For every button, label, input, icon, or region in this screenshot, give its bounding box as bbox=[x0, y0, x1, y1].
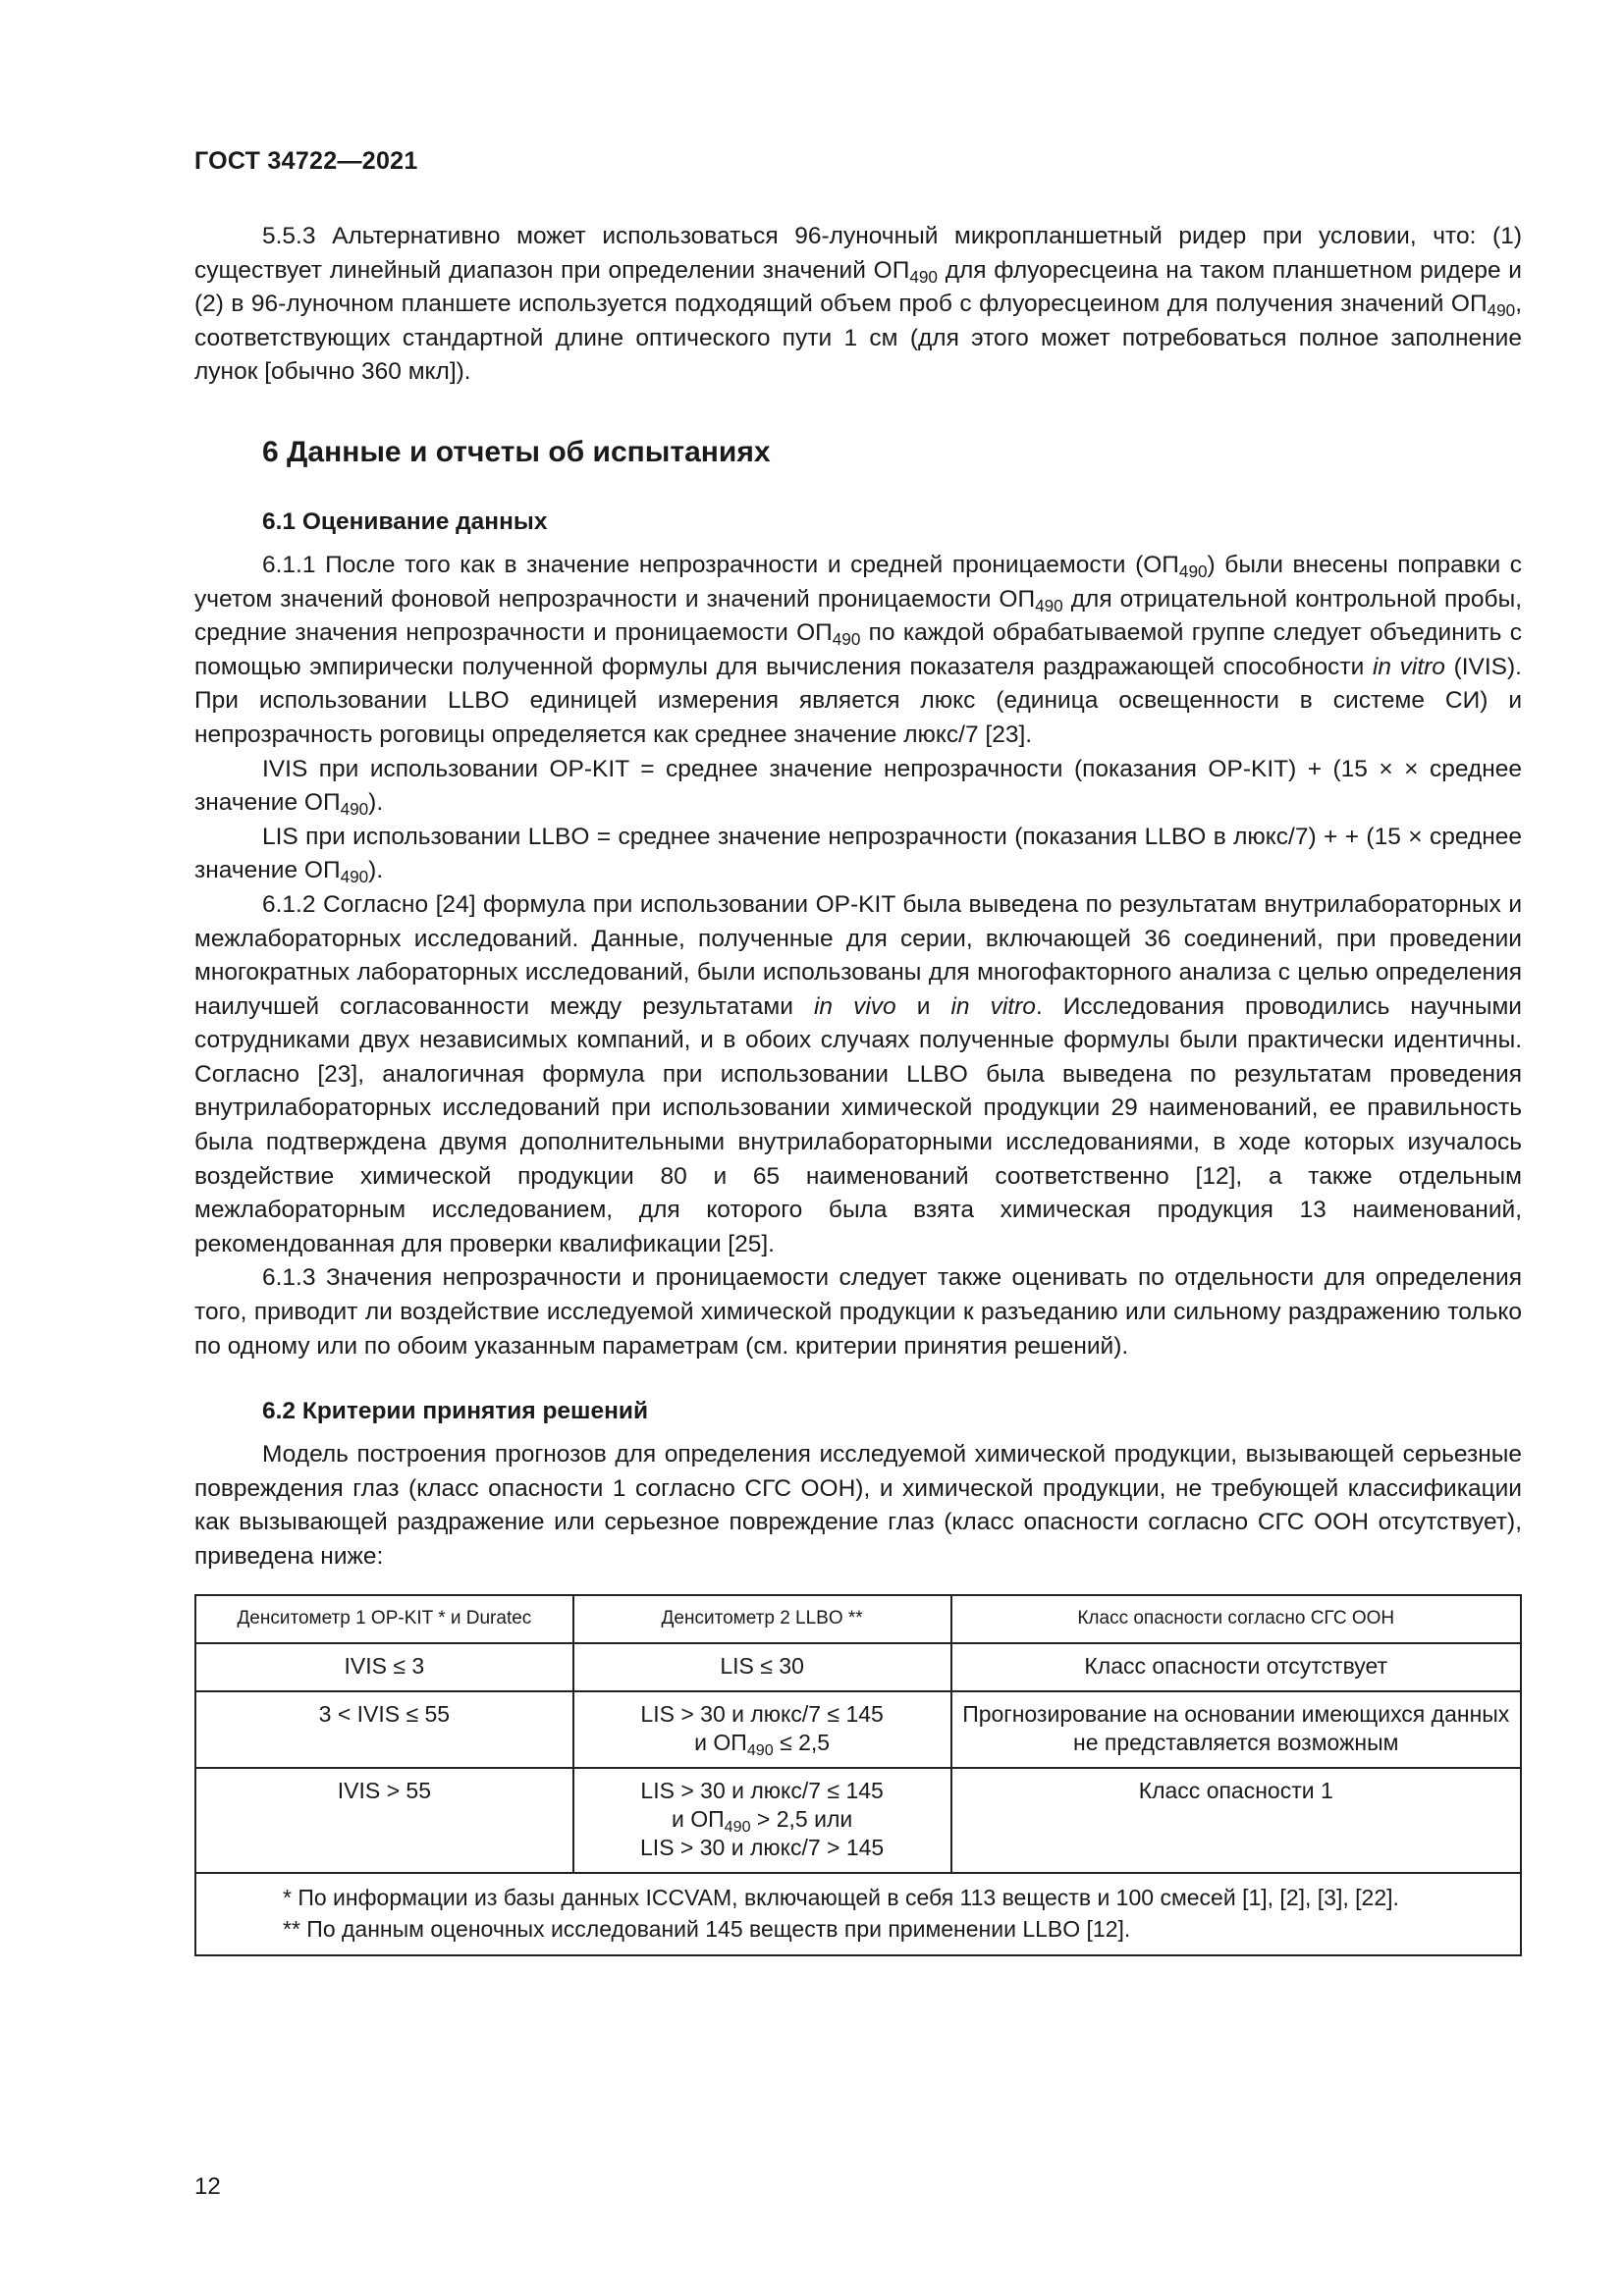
decision-criteria-table bbox=[194, 1594, 1522, 1956]
section-6-2-title: 6.2 Критерии принятия решений bbox=[262, 1398, 649, 1425]
cell-line: LIS > 30 и люкс/7 ≤ 145 bbox=[640, 1777, 884, 1803]
cell-line: LIS > 30 и люкс/7 ≤ 145 bbox=[640, 1700, 884, 1727]
table-header-cell: Денситометр 1 OP-KIT * и Duratec bbox=[195, 1595, 573, 1643]
table-cell: Прогнозирование на основании имеющихся данных не представляется возможным bbox=[951, 1691, 1522, 1768]
table-cell bbox=[573, 1768, 951, 1873]
paragraph-5-5-3: 5.5.3 Альтернативно может использоваться 96-луночный микропланшетный ридер при условии, что: (1) существует линейный диапазон при определении значений $ОП_{490}$ для флуоресцеина на таком планшетном ридере и (2) в 96-луночном планшете используется подходящий объем проб с флуоресцеином для получения значений $ОП_{490}$, соответствующих стандартной длине оптического пути 1 см (для этого может потребоваться полное заполнение лунок [обычно 360 мкл]). bbox=[194, 223, 1522, 386]
table-header-cell: Класс опасности согласно СГС ООН bbox=[951, 1595, 1522, 1643]
table-row bbox=[195, 1643, 1521, 1691]
table-header-row bbox=[195, 1595, 1521, 1643]
paragraph-6-2: Модель построения прогнозов для определения исследуемой химической продукции, вызывающей серьезные повреждения глаз (класс опасности 1 согласно СГС ООН), и химической продукции, не требующей классификации как вызывающей раздражение или серьезное повреждение глаз (класс опасности согласно СГС ООН отсутствует), приведена ниже: bbox=[194, 1441, 1522, 1570]
table-notes-row bbox=[195, 1873, 1521, 1955]
table-cell: IVIS > 55 bbox=[195, 1768, 573, 1873]
table-cell: IVIS ≤ 3 bbox=[195, 1643, 573, 1691]
table-cell: 3 < IVIS ≤ 55 bbox=[195, 1691, 573, 1768]
table-cell: LIS ≤ 30 bbox=[573, 1643, 951, 1691]
section-6-title: 6 Данные и отчеты об испытаниях bbox=[262, 435, 771, 468]
cell-line: LIS > 30 и люкс/7 > 145 bbox=[640, 1834, 885, 1860]
formula-lis: LIS при использовании LLBO = среднее значение непрозрачности (показания LLBO в люкс/7) + + (15 × среднее значение $ОП_{490}$). bbox=[194, 823, 1522, 887]
formula-ivis: IVIS при использовании OP-KIT = среднее значение непрозрачности (показания OP-KIT) + (15 × × среднее значение $ОП_{490}$). bbox=[194, 755, 1522, 820]
cell-line: и $ОП_{490} \le 2,5$ bbox=[694, 1729, 831, 1759]
table-notes bbox=[195, 1873, 1521, 1955]
cell-line: и $ОП_{490} > 2,5$ или bbox=[672, 1805, 853, 1836]
table-footnote: ** По данным оценочных исследований 145 веществ при применении LLBO [12]. bbox=[283, 1915, 1131, 1942]
table-row bbox=[195, 1768, 1521, 1873]
paragraph-6-1-2: 6.1.2 Согласно [24] формула при использовании OP-KIT была выведена по результатам внутрилабораторных и межлабораторных исследований. Данные, полученные для серии, включающей 36 соединений, при проведении многократных лабораторных исследований, были использованы для многофакторного анализа с целью определения наилучшей согласованности между результатами in vivo и in vitro. Исследования проводились научными сотрудниками двух независимых компаний, и в обоих случаях полученные формулы были практически идентичны. Согласно [23], аналогичная формула при использовании LLBO была выведена по результатам проведения внутрилабораторных исследований при использовании химической продукции 29 наименований, ее правильность была подтверждена двумя дополнительными внутрилабораторными исследованиями, в ходе которых изучалось воздействие химической продукции 80 и 65 наименований соответственно [12], а также отдельным межлабораторным исследованием, для которого была взята химическая продукция 13 наименований, рекомендованная для проверки квалификации [25]. bbox=[194, 890, 1522, 1257]
table-cell: Класс опасности 1 bbox=[951, 1768, 1522, 1873]
page-number: 12 bbox=[194, 2173, 221, 2200]
document-header: ГОСТ 34722—2021 bbox=[194, 147, 418, 175]
table-header-cell: Денситометр 2 LLBO ** bbox=[573, 1595, 951, 1643]
table-row bbox=[195, 1691, 1521, 1768]
table-cell bbox=[573, 1691, 951, 1768]
table-cell: Класс опасности отсутствует bbox=[951, 1643, 1522, 1691]
page-content bbox=[194, 220, 1522, 1956]
paragraph-6-1-3: 6.1.3 Значения непрозрачности и проницаемости следует также оценивать по отдельности для определения того, приводит ли воздействие исследуемой химической продукции к разъеданию или сильному раздражению только по одному или по обоим указанным параметрам (см. критерии принятия решений). bbox=[194, 1264, 1522, 1360]
paragraph-6-1-1: 6.1.1 После того как в значение непрозрачности и средней проницаемости $(ОП_{490})$ были внесены поправки с учетом значений фоновой непрозрачности и значений проницаемости $ОП_{490}$ для отрицательной контрольной пробы, средние значения непрозрачности и проницаемости $ОП_{490}$ по каждой обрабатываемой группе следует объединить с помощью эмпирически полученной формулы для вычисления показателя раздражающей способности in vitro (IVIS). При использовании LLBO единицей измерения является люкс (единица освещенности в системе СИ) и непрозрачность роговицы определяется как среднее значение люкс/7 [23]. bbox=[194, 551, 1522, 748]
table-footnote: * По информации из базы данных ICCVAM, включающей в себя 113 веществ и 100 смесей [1], [2], [3], [22]. bbox=[283, 1884, 1399, 1910]
section-6-1-title: 6.1 Оценивание данных bbox=[262, 507, 548, 535]
